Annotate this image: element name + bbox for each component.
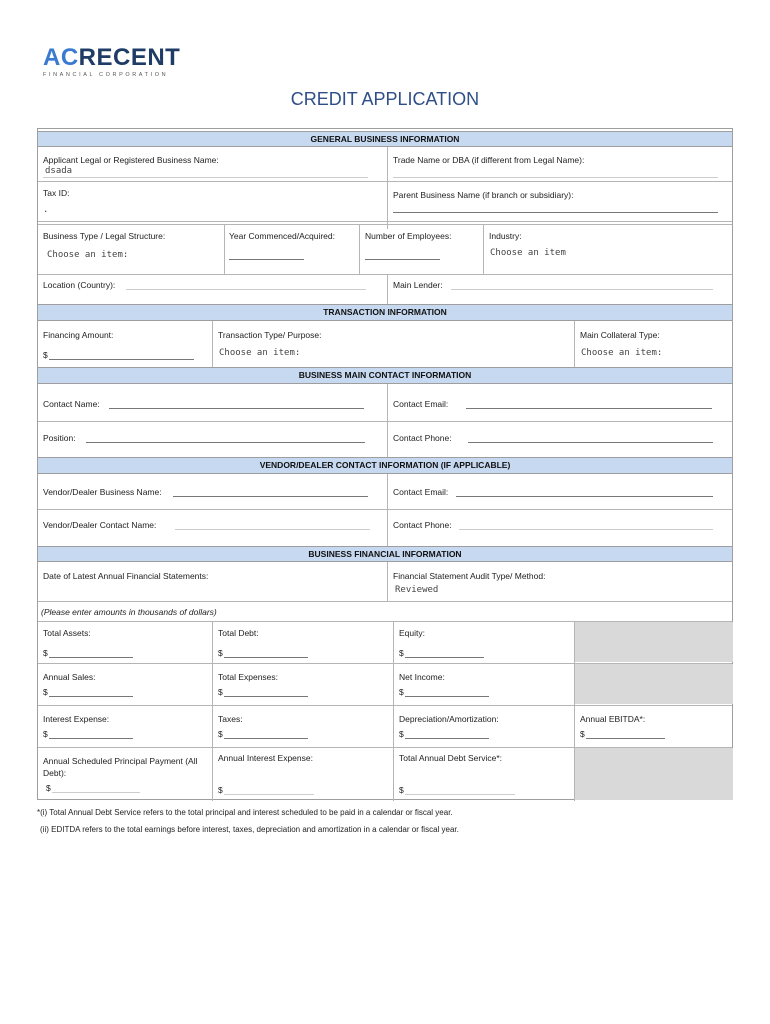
- total-debt-label: Total Debt:: [218, 628, 259, 638]
- industry-select[interactable]: Choose an item: [490, 248, 566, 258]
- collateral-type-label: Main Collateral Type:: [580, 330, 660, 340]
- audit-type-select[interactable]: Reviewed: [395, 585, 439, 595]
- annual-sales-label: Annual Sales:: [43, 672, 96, 682]
- footnote-ebitda: (ii) EDITDA refers to the total earnings before interest, taxes, depreciation and amortization in a calendar or fiscal year.: [40, 825, 459, 834]
- vendor-business-field[interactable]: [173, 496, 368, 497]
- divider: [574, 321, 575, 367]
- equity-label: Equity:: [399, 628, 425, 638]
- financing-amount-field[interactable]: [49, 359, 194, 360]
- divider: [38, 705, 732, 706]
- divider: [38, 601, 732, 602]
- equity-prefix: $: [399, 648, 404, 658]
- divider: [212, 621, 213, 801]
- logo-brand-suffix: RECENT: [78, 44, 181, 71]
- divider: [387, 474, 388, 546]
- total-assets-label: Total Assets:: [43, 628, 91, 638]
- vendor-business-label: Vendor/Dealer Business Name:: [43, 487, 162, 497]
- year-commenced-field[interactable]: [229, 259, 304, 260]
- total-expenses-field[interactable]: [224, 696, 308, 697]
- contact-phone-field[interactable]: [468, 442, 713, 443]
- divider: [224, 224, 225, 274]
- shaded-cell: [575, 664, 733, 704]
- vendor-contact-label: Vendor/Dealer Contact Name:: [43, 520, 157, 530]
- total-expenses-prefix: $: [218, 687, 223, 697]
- business-type-label: Business Type / Legal Structure:: [43, 231, 166, 241]
- vendor-phone-label: Contact Phone:: [393, 520, 452, 530]
- divider: [38, 421, 732, 422]
- divider: [38, 274, 732, 275]
- total-debt-field[interactable]: [224, 657, 308, 658]
- location-label: Location (Country):: [43, 280, 116, 290]
- taxes-field[interactable]: [224, 738, 308, 739]
- financing-amount-prefix: $: [43, 350, 48, 360]
- annual-interest-label: Annual Interest Expense:: [218, 753, 313, 763]
- vendor-email-field[interactable]: [456, 496, 713, 497]
- divider: [38, 663, 732, 664]
- contact-email-field[interactable]: [466, 408, 712, 409]
- annual-interest-prefix: $: [218, 785, 223, 795]
- interest-expense-prefix: $: [43, 729, 48, 739]
- legal-name-label: Applicant Legal or Registered Business Name:: [43, 155, 219, 165]
- shaded-cell: [575, 748, 733, 800]
- vendor-contact-field[interactable]: [175, 529, 370, 530]
- annual-interest-field[interactable]: [224, 794, 314, 795]
- principal-payment-prefix: $: [46, 783, 51, 793]
- business-type-select[interactable]: Choose an item:: [47, 250, 129, 260]
- principal-payment-label: Annual Scheduled Principal Payment (All Debt):: [43, 756, 198, 778]
- position-field[interactable]: [86, 442, 365, 443]
- section-header-transaction: TRANSACTION INFORMATION: [38, 304, 732, 321]
- vendor-email-label: Contact Email:: [393, 487, 449, 497]
- trade-name-field[interactable]: [393, 177, 718, 178]
- main-lender-field[interactable]: [451, 289, 713, 290]
- shaded-cell: [575, 622, 733, 662]
- taxes-label: Taxes:: [218, 714, 243, 724]
- contact-name-label: Contact Name:: [43, 399, 100, 409]
- ebitda-field[interactable]: [586, 738, 665, 739]
- footnote-debt-service: *(i) Total Annual Debt Service refers to the total principal and interest scheduled to be paid in a calendar or fiscal year.: [37, 808, 453, 817]
- total-assets-prefix: $: [43, 648, 48, 658]
- debt-service-label: Total Annual Debt Service*:: [399, 753, 503, 763]
- annual-sales-prefix: $: [43, 687, 48, 697]
- taxes-prefix: $: [218, 729, 223, 739]
- debt-service-field[interactable]: [405, 794, 515, 795]
- employees-field[interactable]: [365, 259, 440, 260]
- principal-payment-field[interactable]: [52, 792, 140, 793]
- employees-label: Number of Employees:: [365, 231, 452, 241]
- ebitda-label: Annual EBITDA*:: [580, 714, 646, 724]
- divider: [387, 147, 388, 229]
- audit-type-label: Financial Statement Audit Type/ Method:: [393, 571, 546, 581]
- net-income-label: Net Income:: [399, 672, 445, 682]
- annual-sales-field[interactable]: [49, 696, 133, 697]
- statements-date-label: Date of Latest Annual Financial Statements:: [43, 571, 209, 581]
- divider: [387, 562, 388, 601]
- section-header-general: GENERAL BUSINESS INFORMATION: [38, 131, 732, 147]
- collateral-type-select[interactable]: Choose an item:: [581, 348, 663, 358]
- tax-id-label: Tax ID:: [43, 188, 70, 198]
- debt-service-prefix: $: [399, 785, 404, 795]
- equity-field[interactable]: [405, 657, 484, 658]
- trade-name-label: Trade Name or DBA (if different from Legal Name):: [393, 155, 585, 165]
- depreciation-prefix: $: [399, 729, 404, 739]
- depreciation-label: Depreciation/Amortization:: [399, 714, 499, 724]
- contact-email-label: Contact Email:: [393, 399, 449, 409]
- divider: [483, 224, 484, 274]
- interest-expense-field[interactable]: [49, 738, 133, 739]
- total-debt-prefix: $: [218, 648, 223, 658]
- divider: [38, 224, 732, 225]
- interest-expense-label: Interest Expense:: [43, 714, 110, 724]
- parent-business-label: Parent Business Name (if branch or subsidiary):: [393, 190, 574, 200]
- logo-brand-prefix: AC: [43, 44, 79, 71]
- divider: [38, 747, 732, 748]
- transaction-type-label: Transaction Type/ Purpose:: [218, 330, 322, 340]
- company-logo: [43, 46, 180, 78]
- total-assets-field[interactable]: [49, 657, 133, 658]
- net-income-field[interactable]: [405, 696, 489, 697]
- total-expenses-label: Total Expenses:: [218, 672, 279, 682]
- divider: [359, 224, 360, 274]
- main-lender-label: Main Lender:: [393, 280, 443, 290]
- transaction-type-select[interactable]: Choose an item:: [219, 348, 301, 358]
- ebitda-prefix: $: [580, 729, 585, 739]
- location-field[interactable]: [126, 289, 366, 290]
- divider: [38, 509, 732, 510]
- logo-tagline: FINANCIAL CORPORATION: [43, 72, 169, 78]
- page-title: CREDIT APPLICATION: [290, 89, 480, 109]
- divider: [393, 621, 394, 801]
- legal-name-field[interactable]: dsada: [45, 166, 73, 176]
- financing-amount-label: Financing Amount:: [43, 330, 114, 340]
- position-label: Position:: [43, 433, 76, 443]
- divider: [387, 274, 388, 304]
- section-header-vendor: VENDOR/DEALER CONTACT INFORMATION (IF APPLICABLE): [38, 457, 732, 474]
- net-income-prefix: $: [399, 687, 404, 697]
- tax-id-field[interactable]: .: [43, 205, 49, 215]
- parent-business-field[interactable]: [393, 212, 718, 213]
- credit-application-form: [37, 128, 733, 800]
- vendor-phone-field[interactable]: [459, 529, 713, 530]
- legal-name-underline: [43, 177, 368, 178]
- divider: [38, 181, 732, 182]
- section-header-financial: BUSINESS FINANCIAL INFORMATION: [38, 546, 732, 562]
- section-header-contact: BUSINESS MAIN CONTACT INFORMATION: [38, 367, 732, 384]
- industry-label: Industry:: [489, 231, 522, 241]
- divider: [212, 321, 213, 367]
- divider: [38, 221, 732, 222]
- amounts-note: (Please enter amounts in thousands of dollars): [41, 607, 217, 617]
- contact-name-field[interactable]: [109, 408, 364, 409]
- year-commenced-label: Year Commenced/Acquired:: [229, 231, 335, 241]
- contact-phone-label: Contact Phone:: [393, 433, 452, 443]
- depreciation-field[interactable]: [405, 738, 489, 739]
